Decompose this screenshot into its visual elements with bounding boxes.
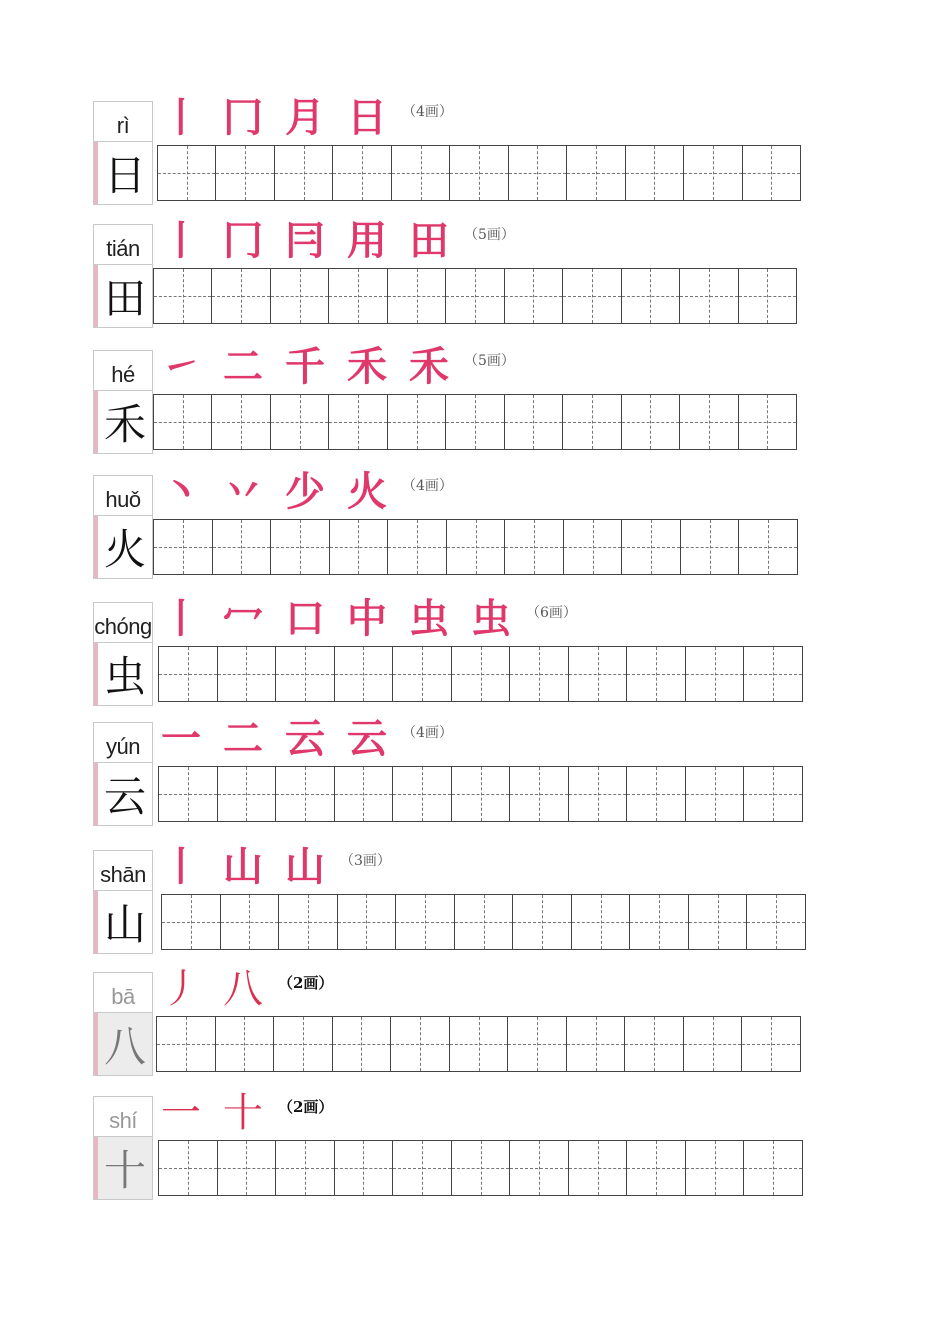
writing-grid xyxy=(157,145,801,201)
hanzi-char: 日 xyxy=(94,142,152,204)
writing-cell[interactable] xyxy=(739,269,796,323)
stroke-count: （4画） xyxy=(402,725,453,741)
writing-cell[interactable] xyxy=(626,146,684,200)
pinyin-label: chóng xyxy=(94,603,152,643)
writing-grid xyxy=(158,646,803,702)
writing-cell[interactable] xyxy=(271,395,329,449)
writing-cell[interactable] xyxy=(680,269,738,323)
writing-grid xyxy=(158,1140,803,1196)
writing-cell[interactable] xyxy=(329,395,387,449)
stroke-step: 山 xyxy=(223,843,263,890)
stroke-order xyxy=(150,966,333,1012)
writing-cell[interactable] xyxy=(505,395,563,449)
writing-grid xyxy=(158,766,803,822)
writing-cell[interactable] xyxy=(684,146,742,200)
writing-cell[interactable] xyxy=(212,395,270,449)
writing-cell[interactable] xyxy=(271,520,330,574)
char-card xyxy=(93,101,153,205)
writing-cell[interactable] xyxy=(276,647,335,701)
writing-cell[interactable] xyxy=(162,895,221,949)
writing-cell[interactable] xyxy=(564,520,623,574)
stroke-order xyxy=(150,344,515,390)
writing-cell[interactable] xyxy=(508,1017,567,1071)
stroke-step: 用 xyxy=(347,217,387,264)
hanzi-char: 虫 xyxy=(94,643,152,705)
writing-cell[interactable] xyxy=(569,1141,628,1195)
stroke-step: 云 xyxy=(285,715,325,762)
writing-cell[interactable] xyxy=(625,1017,684,1071)
writing-cell[interactable] xyxy=(335,647,394,701)
writing-cell[interactable] xyxy=(684,1017,743,1071)
char-card xyxy=(93,722,153,826)
stroke-order xyxy=(150,716,453,762)
writing-cell[interactable] xyxy=(157,1017,216,1071)
writing-cell[interactable] xyxy=(275,146,333,200)
stroke-step: 一 xyxy=(161,1090,201,1136)
writing-cell[interactable] xyxy=(392,146,450,200)
writing-cell[interactable] xyxy=(393,1141,452,1195)
stroke-step: 日 xyxy=(347,94,387,141)
writing-cell[interactable] xyxy=(563,395,621,449)
stroke-count: （3画） xyxy=(340,853,391,869)
hanzi-char: 田 xyxy=(94,265,152,327)
stroke-step: 口 xyxy=(285,595,325,642)
writing-cell[interactable] xyxy=(329,269,387,323)
stroke-step: 田 xyxy=(409,217,449,264)
stroke-step: 千 xyxy=(285,343,325,390)
writing-cell[interactable] xyxy=(686,1141,745,1195)
stroke-step: 月 xyxy=(285,94,325,141)
writing-cell[interactable] xyxy=(159,1141,218,1195)
hanzi-char: 禾 xyxy=(94,391,152,453)
writing-cell[interactable] xyxy=(154,395,212,449)
writing-cell[interactable] xyxy=(627,1141,686,1195)
stroke-step: 冖 xyxy=(223,595,263,642)
pinyin-label: yún xyxy=(94,723,152,763)
char-card xyxy=(93,602,153,706)
writing-cell[interactable] xyxy=(630,895,689,949)
stroke-order xyxy=(150,218,515,264)
writing-cell[interactable] xyxy=(335,1141,394,1195)
writing-cell[interactable] xyxy=(218,1141,277,1195)
writing-cell[interactable] xyxy=(739,520,797,574)
writing-cell[interactable] xyxy=(744,767,802,821)
stroke-order xyxy=(150,596,577,642)
writing-cell[interactable] xyxy=(276,767,335,821)
writing-cell[interactable] xyxy=(622,395,680,449)
hanzi-char: 云 xyxy=(94,763,152,825)
writing-cell[interactable] xyxy=(271,269,329,323)
stroke-step: 丶 xyxy=(161,468,201,515)
writing-cell[interactable] xyxy=(627,767,686,821)
char-card xyxy=(93,224,153,328)
writing-cell[interactable] xyxy=(391,1017,450,1071)
writing-cell[interactable] xyxy=(567,1017,626,1071)
stroke-order xyxy=(150,844,391,890)
writing-cell[interactable] xyxy=(510,647,569,701)
stroke-step: 火 xyxy=(347,468,387,515)
writing-cell[interactable] xyxy=(388,395,446,449)
writing-grid xyxy=(156,1016,801,1072)
stroke-count: （2画） xyxy=(278,974,334,992)
writing-cell[interactable] xyxy=(627,647,686,701)
writing-cell[interactable] xyxy=(446,269,504,323)
writing-cell[interactable] xyxy=(681,520,740,574)
char-card xyxy=(93,475,153,579)
writing-cell[interactable] xyxy=(569,767,628,821)
stroke-step: 中 xyxy=(347,595,387,642)
writing-cell[interactable] xyxy=(567,146,625,200)
writing-cell[interactable] xyxy=(563,269,621,323)
writing-cell[interactable] xyxy=(276,1141,335,1195)
writing-grid xyxy=(153,519,798,575)
stroke-step: 虫 xyxy=(471,595,511,642)
writing-cell[interactable] xyxy=(393,767,452,821)
writing-cell[interactable] xyxy=(338,895,397,949)
writing-cell[interactable] xyxy=(742,1017,800,1071)
stroke-order xyxy=(150,95,453,141)
writing-cell[interactable] xyxy=(680,395,738,449)
char-card xyxy=(93,350,153,454)
writing-cell[interactable] xyxy=(159,767,218,821)
writing-cell[interactable] xyxy=(689,895,748,949)
writing-cell[interactable] xyxy=(218,767,277,821)
writing-cell[interactable] xyxy=(505,520,564,574)
stroke-order xyxy=(150,469,453,515)
writing-cell[interactable] xyxy=(455,895,514,949)
stroke-step: ㇀ xyxy=(161,343,201,390)
writing-cell[interactable] xyxy=(335,767,394,821)
stroke-count: （6画） xyxy=(526,605,577,621)
writing-grid xyxy=(153,268,797,324)
writing-cell[interactable] xyxy=(333,1017,392,1071)
stroke-order xyxy=(150,1090,333,1136)
stroke-step: 冂 xyxy=(223,94,263,141)
pinyin-label: shí xyxy=(94,1097,152,1137)
stroke-step: 禾 xyxy=(347,343,387,390)
char-card xyxy=(93,972,153,1076)
writing-cell[interactable] xyxy=(452,1141,511,1195)
stroke-step: 禾 xyxy=(409,343,449,390)
writing-cell[interactable] xyxy=(388,269,446,323)
pinyin-label: hé xyxy=(94,351,152,391)
writing-cell[interactable] xyxy=(747,895,805,949)
stroke-count: （5画） xyxy=(464,353,515,369)
writing-cell[interactable] xyxy=(216,146,274,200)
writing-cell[interactable] xyxy=(510,767,569,821)
writing-cell[interactable] xyxy=(154,269,212,323)
writing-cell[interactable] xyxy=(221,895,280,949)
pinyin-label: rì xyxy=(94,102,152,142)
hanzi-char: 八 xyxy=(94,1013,152,1075)
writing-cell[interactable] xyxy=(393,647,452,701)
writing-cell[interactable] xyxy=(739,395,796,449)
writing-cell[interactable] xyxy=(333,146,391,200)
stroke-step: 冃 xyxy=(285,217,325,264)
writing-cell[interactable] xyxy=(744,1141,802,1195)
writing-grid xyxy=(153,394,797,450)
writing-cell[interactable] xyxy=(513,895,572,949)
stroke-count: （5画） xyxy=(464,227,515,243)
writing-cell[interactable] xyxy=(452,767,511,821)
hanzi-char: 山 xyxy=(94,891,152,953)
writing-cell[interactable] xyxy=(510,1141,569,1195)
writing-cell[interactable] xyxy=(212,269,270,323)
writing-cell[interactable] xyxy=(686,647,745,701)
writing-cell[interactable] xyxy=(744,647,802,701)
hanzi-char: 十 xyxy=(94,1137,152,1199)
writing-cell[interactable] xyxy=(509,146,567,200)
pinyin-label: bā xyxy=(94,973,152,1013)
stroke-step: 二 xyxy=(223,715,263,762)
hanzi-char: 火 xyxy=(94,516,152,578)
writing-cell[interactable] xyxy=(158,146,216,200)
pinyin-label: tián xyxy=(94,225,152,265)
writing-cell[interactable] xyxy=(569,647,628,701)
writing-cell[interactable] xyxy=(396,895,455,949)
writing-cell[interactable] xyxy=(446,395,504,449)
stroke-step: 冂 xyxy=(223,217,263,264)
stroke-count: （2画） xyxy=(278,1098,334,1116)
stroke-step: 一 xyxy=(161,715,201,762)
writing-cell[interactable] xyxy=(216,1017,275,1071)
stroke-step: 云 xyxy=(347,715,387,762)
char-card xyxy=(93,850,153,954)
stroke-step: 丷 xyxy=(223,468,263,515)
writing-cell[interactable] xyxy=(159,647,218,701)
writing-cell[interactable] xyxy=(686,767,745,821)
stroke-step: 虫 xyxy=(409,595,449,642)
stroke-step: 丿 xyxy=(161,966,201,1012)
writing-cell[interactable] xyxy=(452,647,511,701)
writing-cell[interactable] xyxy=(622,269,680,323)
writing-cell[interactable] xyxy=(330,520,389,574)
writing-cell[interactable] xyxy=(572,895,631,949)
writing-cell[interactable] xyxy=(505,269,563,323)
writing-cell[interactable] xyxy=(274,1017,333,1071)
pinyin-label: shān xyxy=(94,851,152,891)
stroke-step: 丨 xyxy=(161,217,201,264)
writing-grid xyxy=(161,894,806,950)
writing-cell[interactable] xyxy=(743,146,800,200)
stroke-step: 八 xyxy=(223,966,263,1012)
writing-cell[interactable] xyxy=(450,146,508,200)
stroke-step: 丨 xyxy=(161,843,201,890)
stroke-count: （4画） xyxy=(402,478,453,494)
writing-cell[interactable] xyxy=(622,520,681,574)
stroke-step: 丨 xyxy=(161,94,201,141)
writing-cell[interactable] xyxy=(450,1017,509,1071)
writing-cell[interactable] xyxy=(447,520,506,574)
writing-cell[interactable] xyxy=(154,520,213,574)
stroke-step: 山 xyxy=(285,843,325,890)
pinyin-label: huǒ xyxy=(94,476,152,516)
stroke-step: 十 xyxy=(223,1090,263,1136)
writing-cell[interactable] xyxy=(213,520,272,574)
char-card xyxy=(93,1096,153,1200)
writing-cell[interactable] xyxy=(279,895,338,949)
stroke-step: 少 xyxy=(285,468,325,515)
stroke-count: （4画） xyxy=(402,104,453,120)
writing-cell[interactable] xyxy=(388,520,447,574)
writing-cell[interactable] xyxy=(218,647,277,701)
stroke-step: 二 xyxy=(223,343,263,390)
stroke-step: 丨 xyxy=(161,595,201,642)
